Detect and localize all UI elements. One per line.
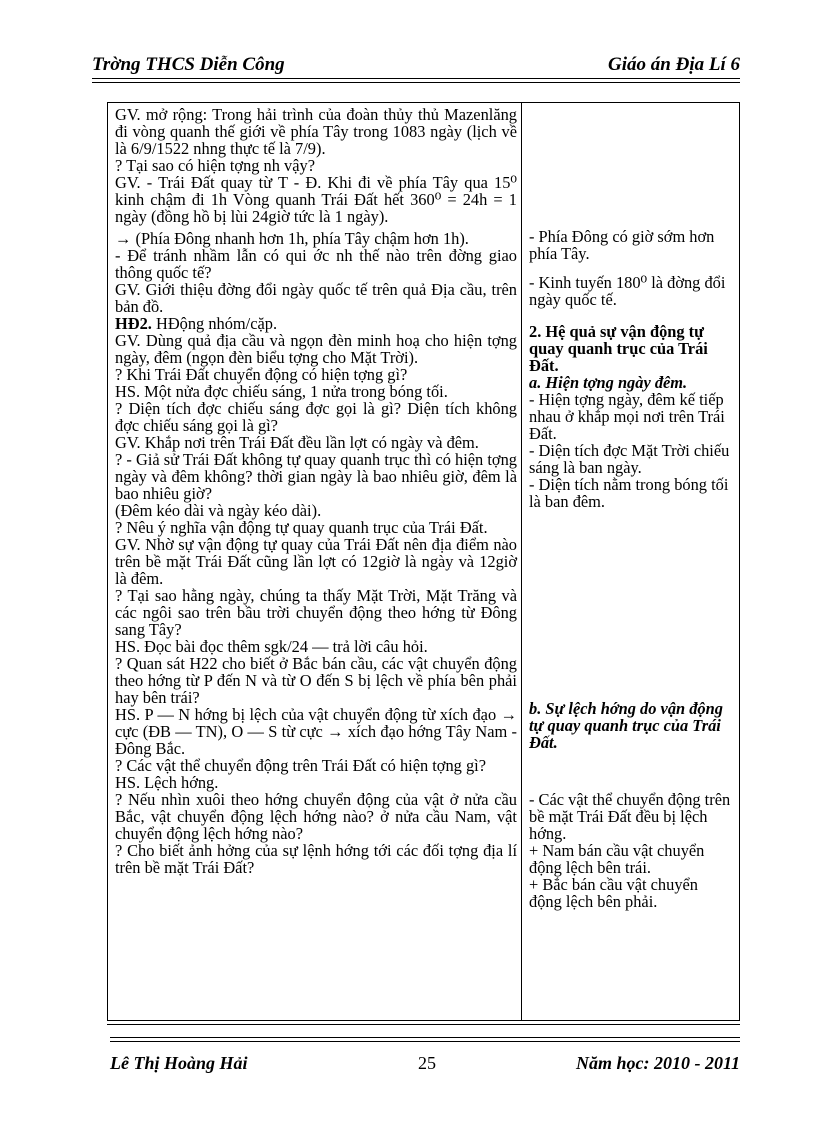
school-year: Năm học: 2010 - 2011 [576,1053,740,1073]
table-bottom-rule [107,1024,740,1025]
paragraph: GV. Dùng quả địa cầu và ngọn đèn minh hoạ cho hiện tợng ngày, đêm (ngọn đèn biểu tợng cho Mặt Trời). [115,331,517,367]
teacher-activity-column [115,106,517,876]
paragraph: GV. - Trái Đất quay từ T - Đ. Khi đi về phía Tây qua 15⁰ kinh chậm đi 1h Vòng quanh Trái Đất hết 360⁰ = 24h = 1 ngày (đồng hồ bị lùi 24giờ tức là 1 ngày). [115,173,517,226]
content-column [529,106,733,910]
content-note: + Bắc bán cầu vật chuyển động lệch bên phải. [529,875,698,911]
page-footer [110,1053,740,1077]
answer: HS. Một nửa đợc chiếu sáng, 1 nửa trong bóng tối. [115,382,448,401]
subsection-heading: b. Sự lệch hớng do vận động tự quay quanh trục của Trái Đất. [529,699,723,752]
paragraph: (Đêm kéo dài và ngày kéo dài). [115,501,322,520]
question: ? Nêu ý nghĩa vận động tự quay quanh trục của Trái Đất. [115,518,488,537]
answer: HS. P — N hớng bị lệch của vật chuyển động từ xích đạo → cực (ĐB — TN), O — S từ cực → xích đạo hớng Tây Nam - Đông Bắc. [115,705,517,758]
question: ? Tại sao có hiện tợng nh vậy? [115,156,315,175]
question: ? Quan sát H22 cho biết ở Bắc bán cầu, các vật chuyển động theo hớng từ P đến N và từ O đến S bị lệch về phía bên phải hay bên trái? [115,654,517,707]
header-rule [92,78,740,79]
subsection-heading: a. Hiện tợng ngày đêm. [529,373,688,392]
answer: HS. Lệch hớng. [115,773,219,792]
activity-label: HĐ2. [115,314,152,333]
paragraph: GV. Nhờ sự vận động tự quay của Trái Đất nên địa điểm nào trên bề mặt Trái Đất cũng lần lợt có 12giờ là ngày và 12giờ là đêm. [115,535,517,588]
content-note: - Các vật thể chuyển động trên bề mặt Trái Đất đều bị lệch hớng. [529,790,731,843]
content-note: - Diện tích đợc Mặt Trời chiếu sáng là ban ngày. [529,441,730,477]
header-rule-thin [92,82,740,83]
question: ? Các vật thể chuyển động trên Trái Đất có hiện tợng gì? [115,756,486,775]
paragraph: GV. mở rộng: Trong hải trình của đoàn thủy thủ Mazenlăng đi vòng quanh thế giới về phía Tây trong 1083 ngày (lịch về là 6/9/1522 nhng thực tế là 7/9). [115,105,517,158]
question: - Để tránh nhầm lẫn có qui ớc nh thế nào trên đờng giao thông quốc tế? [115,246,517,282]
question: ? Nếu nhìn xuôi theo hớng chuyển động của vật ở nửa cầu Bắc, vật chuyển động lệch hớng nào? ở nửa cầu Nam, vật chuyển động lệch hớng nào? [115,790,517,843]
content-note: + Nam bán cầu vật chuyển động lệch bên trái. [529,841,705,877]
author-name: Lê Thị Hoàng Hải [110,1053,248,1073]
content-note: - Diện tích nằm trong bóng tối là ban đêm. [529,475,729,511]
content-note: - Phía Đông có giờ sớm hơn phía Tây. [529,227,715,263]
content-note: - Kinh tuyến 180⁰ là đờng đổi ngày quốc tế. [529,273,726,309]
school-name: Trờng THCS Diễn Công [92,54,285,75]
question: ? Khi Trái Đất chuyển động có hiện tợng gì? [115,365,408,384]
question: ? Diện tích đợc chiếu sáng đợc gọi là gì? Diện tích không đợc chiếu sáng gọi là gì? [115,399,517,435]
page-header [92,52,740,78]
paragraph: GV. Khắp nơi trên Trái Đất đều lần lợt có ngày và đêm. [115,433,479,452]
section-heading: 2. Hệ quả sự vận động tự quay quanh trục của Trái Đất. [529,322,708,375]
paragraph: → (Phía Đông nhanh hơn 1h, phía Tây chậm hơn 1h). [115,229,469,248]
subject-title: Giáo án Địa Lí 6 [608,54,740,75]
page-number: 25 [418,1053,436,1073]
question: ? - Giả sử Trái Đất không tự quay quanh trục thì có hiện tợng ngày và đêm không? thời gian ngày là bao nhiêu giờ, đêm là bao nhiêu giờ? [115,450,517,503]
activity-heading: HĐ2. HĐộng nhóm/cặp. [115,314,278,333]
question: ? Cho biết ảnh hởng của sự lệnh hớng tới các đối tợng địa lí trên bề mặt Trái Đất? [115,841,517,877]
paragraph: GV. Giới thiệu đờng đổi ngày quốc tế trên quả Địa cầu, trên bản đồ. [115,280,517,316]
footer-rule-thin [110,1041,740,1042]
answer: HS. Đọc bài đọc thêm sgk/24 — trả lời câu hỏi. [115,637,428,656]
column-divider [521,103,522,1020]
content-note: - Hiện tợng ngày, đêm kế tiếp nhau ở khắp mọi nơi trên Trái Đất. [529,390,725,443]
question: ? Tại sao hằng ngày, chúng ta thấy Mặt Trời, Mặt Trăng và các ngôi sao trên bầu trời chuyển động theo hớng từ Đông sang Tây? [115,586,517,639]
footer-rule [110,1037,740,1038]
